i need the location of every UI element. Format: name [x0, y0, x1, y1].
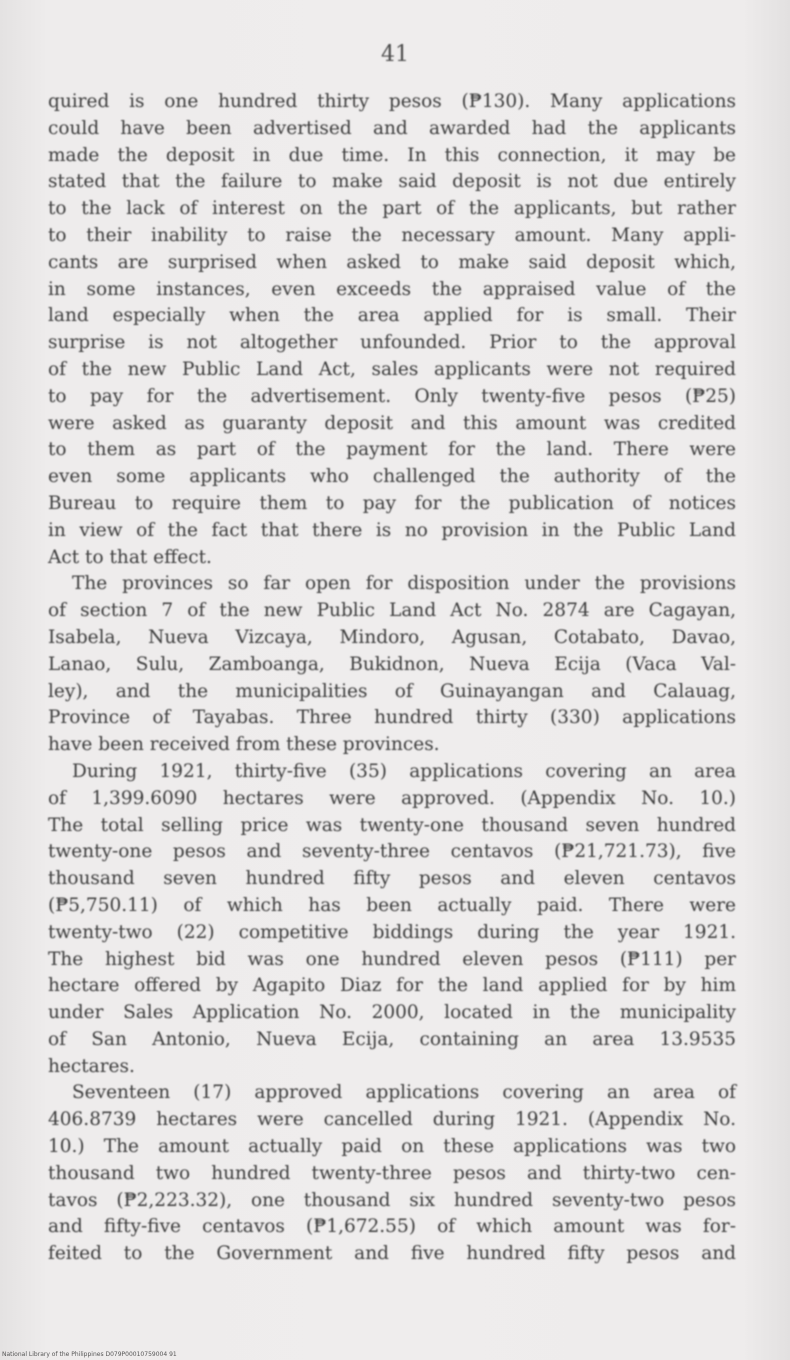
text-line: 10.) The amount actually paid on these applications was two [48, 1136, 736, 1158]
text-line: made the deposit in due time. In this connection, it may be [48, 144, 736, 166]
text-line: to their inability to raise the necessary amount. Many appli- [48, 224, 736, 246]
text-line: cants are surprised when asked to make said deposit which, [48, 251, 736, 273]
text-line: of the new Public Land Act, sales applicants were not required [48, 358, 736, 380]
text-line: to them as part of the payment for the land. There were [48, 439, 736, 461]
text-line: hectares. [48, 1055, 135, 1077]
text-line: Act to that effect. [48, 546, 212, 568]
text-line: in some instances, even exceeds the appraised value of the [48, 278, 736, 300]
text-line: During 1921, thirty-five (35) applications covering an area [72, 760, 736, 782]
text-line: (₱5,750.11) of which has been actually paid. There were [48, 894, 736, 916]
text-line: twenty-one pesos and seventy-three centavos (₱21,721.73), five [48, 841, 736, 863]
archive-footer: National Library of the Philippines D079P00010759004 91 [2, 1351, 177, 1358]
paragraph-2 [48, 571, 736, 759]
text-line: even some applicants who challenged the authority of the [48, 466, 736, 488]
text-line: quired is one hundred thirty pesos (₱130). Many applications [48, 91, 736, 112]
text-line: tavos (₱2,223.32), one thousand six hundred seventy-two pesos [48, 1189, 736, 1211]
text-line: thousand seven hundred fifty pesos and eleven centavos [48, 868, 736, 890]
text-line: feited to the Government and five hundred fifty pesos and [48, 1243, 736, 1265]
text-line: were asked as guaranty deposit and this amount was credited [48, 412, 736, 434]
text-line: of 1,399.6090 hectares were approved. (Appendix No. 10.) [48, 787, 736, 809]
text-line: The provinces so far open for disposition under the provisions [72, 573, 736, 595]
text-line: surprise is not altogether unfounded. Prior to the approval [48, 332, 736, 354]
text-line: Lanao, Sulu, Zamboanga, Bukidnon, Nueva Ecija (Vaca Val- [48, 653, 736, 675]
text-line: Province of Tayabas. Three hundred thirty (330) applications [48, 707, 736, 729]
text-line: ley), and the municipalities of Guinayangan and Calauag, [48, 680, 736, 702]
text-line: land especially when the area applied for is small. Their [48, 305, 736, 327]
paragraph-4 [48, 1080, 736, 1268]
text-line: to the lack of interest on the part of the applicants, but rather [48, 198, 736, 220]
paragraph-3 [48, 759, 736, 1081]
text-line: The total selling price was twenty-one thousand seven hundred [48, 814, 736, 836]
text-line: could have been advertised and awarded had the applicants [48, 117, 736, 139]
text-line: have been received from these provinces. [48, 734, 440, 756]
body-text [48, 89, 736, 1268]
text-line: of section 7 of the new Public Land Act No. 2874 are Cagayan, [48, 600, 736, 622]
text-line: Seventeen (17) approved applications covering an area of [72, 1082, 736, 1104]
text-line: Isabela, Nueva Vizcaya, Mindoro, Agusan, Cotabato, Davao, [48, 626, 736, 648]
page-number: 41 [381, 42, 409, 67]
text-line: The highest bid was one hundred eleven pesos (₱111) per [48, 948, 736, 970]
text-line: of San Antonio, Nueva Ecija, containing an area 13.9535 [48, 1028, 736, 1050]
text-line: to pay for the advertisement. Only twenty-five pesos (₱25) [48, 385, 736, 407]
paragraph-1 [48, 89, 736, 571]
text-line: in view of the fact that there is no provision in the Public Land [48, 519, 736, 541]
text-line: and fifty-five centavos (₱1,672.55) of which amount was for- [48, 1216, 736, 1238]
text-line: hectare offered by Agapito Diaz for the land applied for by him [48, 975, 736, 997]
text-line: twenty-two (22) competitive biddings during the year 1921. [48, 921, 736, 943]
text-line: 406.8739 hectares were cancelled during 1921. (Appendix No. [48, 1109, 736, 1131]
text-line: under Sales Application No. 2000, located in the municipality [48, 1002, 736, 1024]
text-line: Bureau to require them to pay for the publication of notices [48, 492, 736, 514]
text-line: stated that the failure to make said deposit is not due entirely [48, 171, 736, 193]
text-line: thousand two hundred twenty-three pesos and thirty-two cen- [48, 1162, 736, 1184]
